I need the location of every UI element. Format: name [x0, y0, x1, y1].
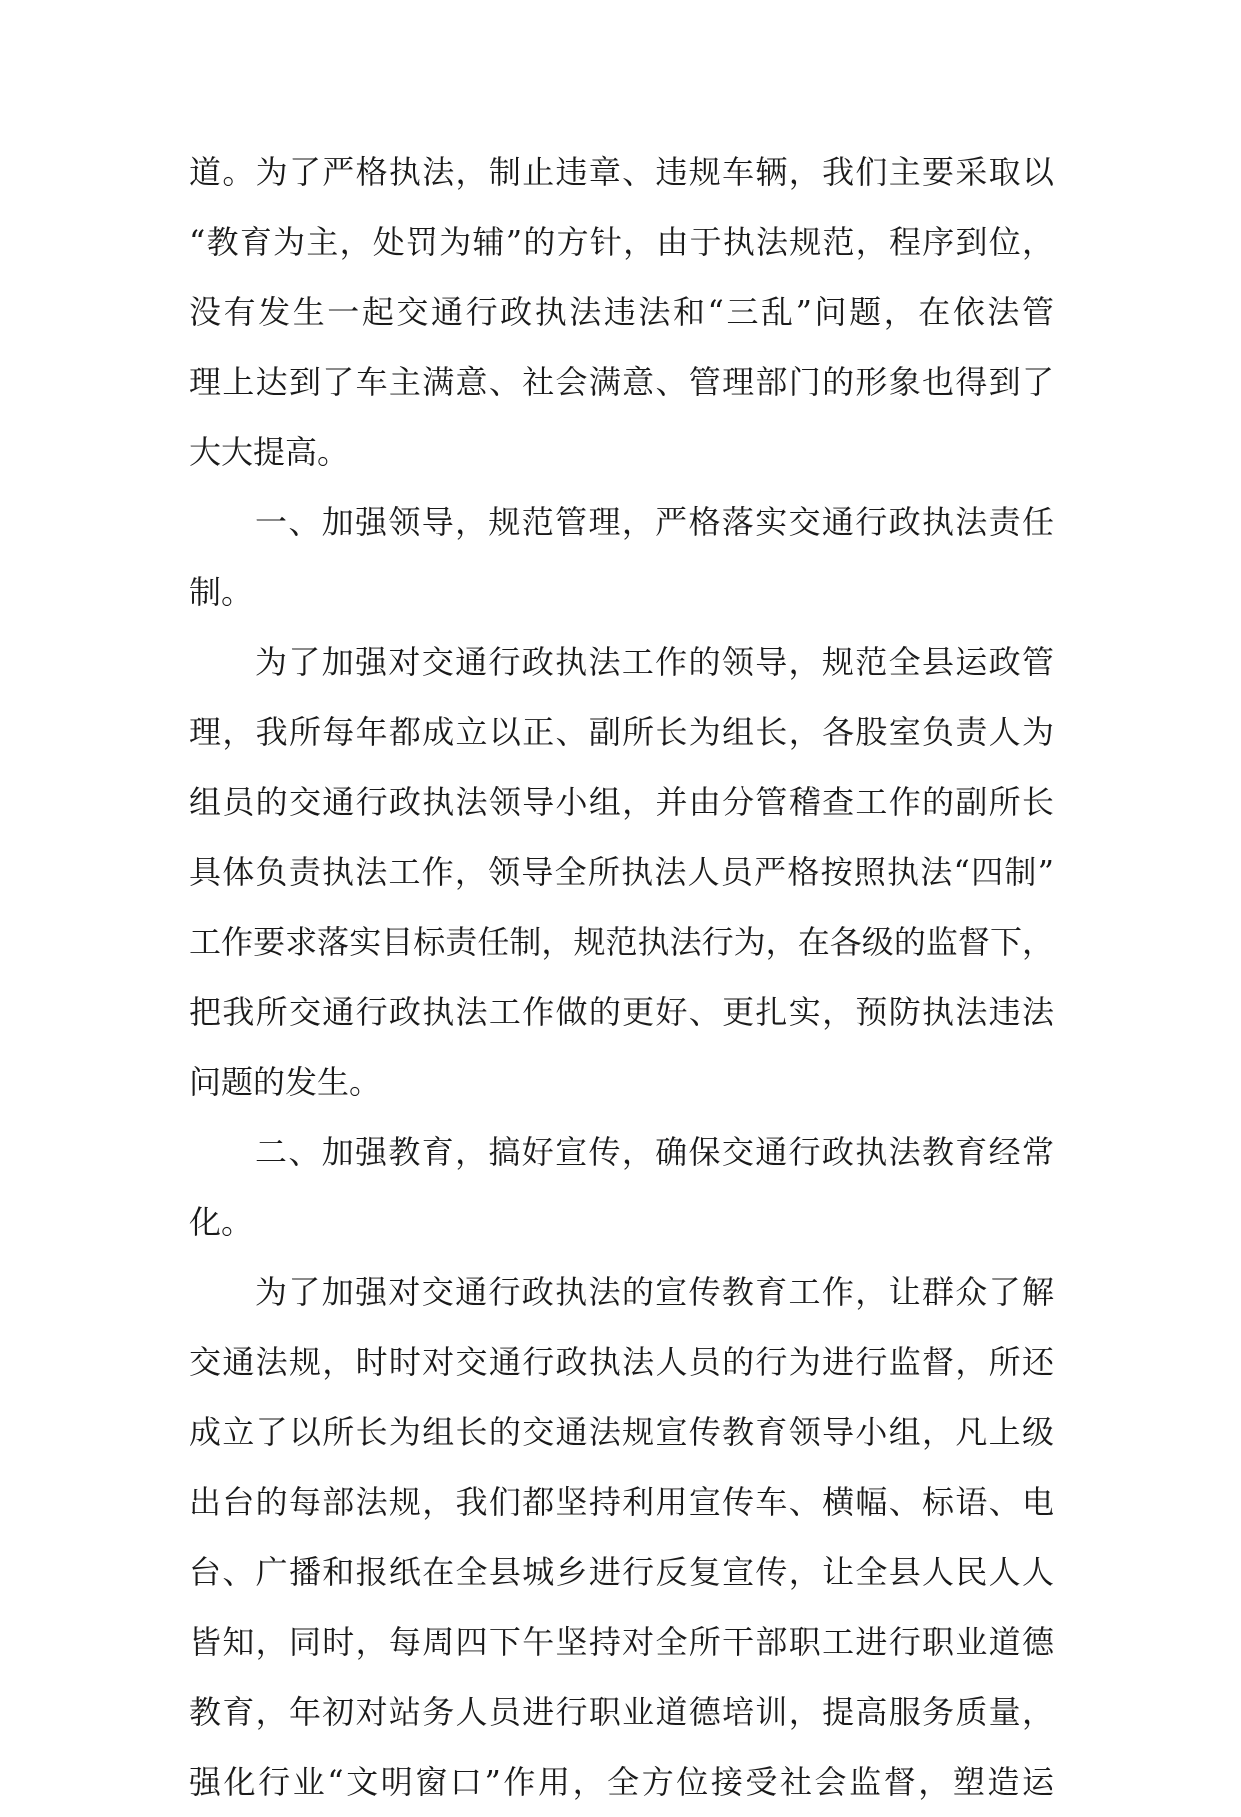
- text-line: 出台的每部法规，我们都坚持利用宣传车、横幅、标语、电: [189, 1483, 1054, 1521]
- text-line: 道。为了严格执法，制止违章、违规车辆，我们主要采取以: [189, 153, 1054, 191]
- section-heading-1: 一、加强领导，规范管理，严格落实交通行政执法责任: [255, 503, 1054, 541]
- text-line: 皆知，同时，每周四下午坚持对全所干部职工进行职业道德: [189, 1623, 1054, 1661]
- text-line: “教育为主，处罚为辅”的方针，由于执法规范，程序到位，: [189, 223, 1054, 261]
- text-line: 把我所交通行政执法工作做的更好、更扎实，预防执法违法: [189, 993, 1054, 1031]
- text-line: 教育，年初对站务人员进行职业道德培训，提高服务质量，: [189, 1693, 1054, 1731]
- text-line: 大大提高。: [189, 433, 350, 471]
- text-line: 为了加强对交通行政执法工作的领导，规范全县运政管: [255, 643, 1054, 681]
- section-heading-1-end: 制。: [189, 573, 254, 611]
- text-line: 组员的交通行政执法领导小组，并由分管稽查工作的副所长: [189, 783, 1054, 821]
- text-line: 成立了以所长为组长的交通法规宣传教育领导小组，凡上级: [189, 1413, 1054, 1451]
- text-line: 理，我所每年都成立以正、副所长为组长，各股室负责人为: [189, 713, 1054, 751]
- text-line: 交通法规，时时对交通行政执法人员的行为进行监督，所还: [189, 1343, 1054, 1381]
- text-line: 工作要求落实目标责任制，规范执法行为，在各级的监督下，: [189, 923, 1054, 961]
- section-heading-2-end: 化。: [189, 1203, 254, 1241]
- text-line: 问题的发生。: [189, 1063, 382, 1101]
- text-line: 理上达到了车主满意、社会满意、管理部门的形象也得到了: [189, 363, 1054, 401]
- text-line: 为了加强对交通行政执法的宣传教育工作，让群众了解: [255, 1273, 1054, 1311]
- text-line: 强化行业“文明窗口”作用，全方位接受社会监督，塑造运: [189, 1763, 1054, 1801]
- text-line: 台、广播和报纸在全县城乡进行反复宣传，让全县人民人人: [189, 1553, 1054, 1591]
- text-line: 没有发生一起交通行政执法违法和“三乱”问题，在依法管: [189, 293, 1054, 331]
- document-body: [189, 137, 1054, 1817]
- text-line: 具体负责执法工作，领导全所执法人员严格按照执法“四制”: [189, 853, 1054, 891]
- section-heading-2: 二、加强教育，搞好宣传，确保交通行政执法教育经常: [255, 1133, 1054, 1171]
